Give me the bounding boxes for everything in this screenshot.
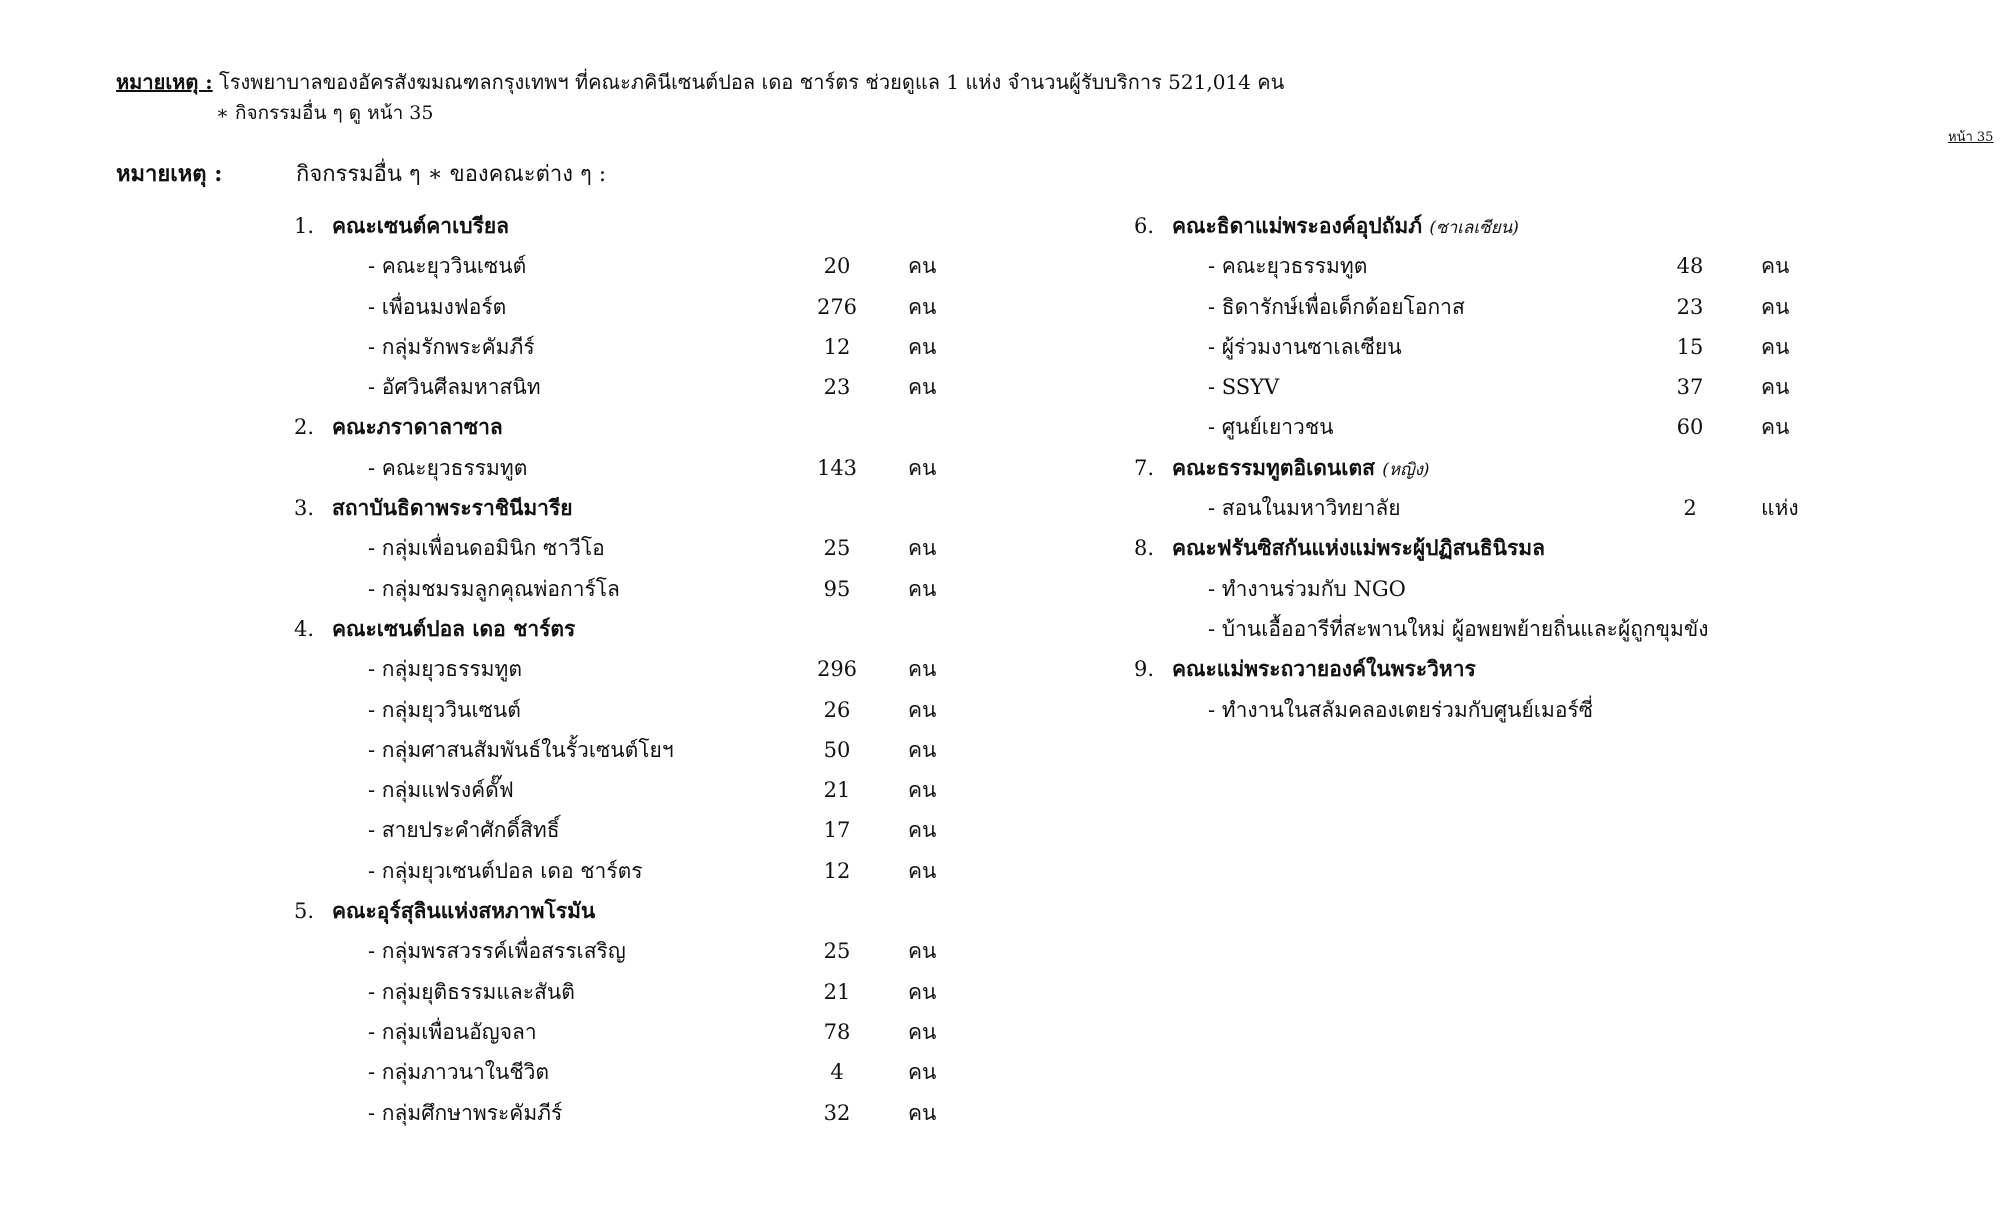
item-name: - กลุ่มเพื่อนอัญจลา (368, 1019, 537, 1044)
item-unit: คน (908, 657, 937, 682)
item-name: - กลุ่มรักพระคัมภีร์ (368, 334, 535, 359)
item-unit: แห่ง (1761, 496, 1799, 521)
item-unit: คน (908, 737, 937, 762)
list-item (1134, 287, 1834, 327)
section-number: 2. (294, 415, 315, 440)
item-count: 95 (823, 576, 851, 601)
section-title-text: คณะธรรมทูตอิเดนเตส (1172, 454, 1375, 480)
list-item (1134, 690, 1834, 730)
item-name: - กลุ่มยุวเซนต์ปอล เดอ ชาร์ตร (368, 858, 643, 883)
list-item (1134, 246, 1834, 286)
right-column (1134, 206, 1834, 730)
section-number: 1. (294, 214, 315, 238)
item-unit: คน (908, 1019, 937, 1044)
section-title-note: (ซาเลเซียน) (1429, 218, 1519, 238)
section-heading (294, 891, 1054, 931)
section-title-text: คณะเซนต์คาเบรียล (332, 213, 510, 238)
list-item (294, 810, 1054, 850)
section-title-text: คณะเซนต์ปอล เดอ ชาร์ตร (332, 615, 576, 641)
item-unit: คน (1761, 254, 1790, 279)
top-note-label: หมายเหตุ : (116, 70, 213, 94)
item-unit: คน (1761, 375, 1790, 400)
item-name: - ทำงานร่วมกับ NGO (1208, 576, 1406, 601)
section-number: 8. (1134, 536, 1155, 561)
list-item (294, 931, 1054, 971)
item-unit: คน (908, 294, 937, 319)
list-item (294, 246, 1054, 286)
item-unit: คน (908, 1100, 937, 1125)
list-item (294, 448, 1054, 488)
top-note-text: โรงพยาบาลของอัครสังฆมณฑลกรุงเทพฯ ที่คณะภคินีเซนต์ปอล เดอ ชาร์ตร ช่วยดูแล 1 แห่ง จำนวนผู้รับบริการ 521,014 คน (219, 70, 1285, 94)
section-title (332, 206, 509, 246)
section-title (1172, 528, 1545, 568)
item-name: - กลุ่มชมรมลูกคุณพ่อการ์โล (368, 576, 620, 601)
section-number: 3. (294, 496, 315, 521)
list-item (294, 367, 1054, 407)
activities-note-label: หมายเหตุ : (116, 161, 223, 187)
item-name: - ทำงานในสลัมคลองเตยร่วมกับศูนย์เมอร์ซี่ (1208, 697, 1593, 722)
list-item (294, 327, 1054, 367)
item-count: 12 (823, 858, 851, 883)
item-count: 4 (830, 1060, 844, 1085)
item-name: - คณะยุวธรรมทูต (368, 455, 528, 480)
item-count: 2 (1683, 496, 1697, 521)
item-name: - กลุ่มยุติธรรมและสันติ (368, 979, 575, 1004)
activities-note-text: กิจกรรมอื่น ๆ ∗ ของคณะต่าง ๆ : (296, 162, 607, 187)
item-count: 15 (1676, 334, 1704, 359)
item-count: 17 (823, 818, 851, 843)
section-title-text: สถาบันธิดาพระราชินีมารีย (332, 495, 573, 521)
list-item (294, 287, 1054, 327)
item-count: 20 (823, 254, 851, 279)
section-title-text: คณะแม่พระถวายองค์ในพระวิหาร (1172, 656, 1476, 682)
item-name: - กลุ่มภาวนาในชีวิต (368, 1060, 550, 1085)
page-number: หน้า 35 (1948, 130, 1994, 145)
section-title (332, 891, 595, 931)
list-item (1134, 327, 1834, 367)
item-name: - กลุ่มพรสวรรค์เพื่อสรรเสริญ (368, 939, 626, 964)
item-count: 25 (823, 536, 851, 561)
item-name: - กลุ่มแฟรงค์ดั๊ฟ (368, 778, 514, 803)
item-count: 12 (823, 334, 851, 359)
item-unit: คน (1761, 294, 1790, 319)
item-count: 21 (823, 778, 851, 803)
section-title (332, 407, 503, 447)
item-name: - กลุ่มยุวธรรมทูต (368, 657, 522, 682)
item-name: - เพื่อนมงฟอร์ต (368, 294, 507, 319)
item-count: 143 (816, 455, 858, 480)
item-name: - กลุ่มเพื่อนดอมินิก ซาวีโอ (368, 536, 605, 561)
section-heading (1134, 448, 1834, 488)
item-name: - กลุ่มยุววินเซนต์ (368, 697, 521, 722)
section-heading (1134, 649, 1834, 689)
list-item (294, 851, 1054, 891)
list-item (294, 649, 1054, 689)
item-count: 37 (1676, 375, 1704, 400)
section-title-text: คณะฟรันซิสกันแห่งแม่พระผู้ปฏิสนธินิรมล (1172, 535, 1545, 561)
top-note-sub: ∗ กิจกรรมอื่น ๆ ดู หน้า 35 (216, 102, 434, 124)
item-count: 276 (816, 294, 858, 319)
list-item (294, 569, 1054, 609)
list-item (294, 730, 1054, 770)
item-count: 78 (823, 1019, 851, 1044)
list-item (294, 1093, 1054, 1133)
item-count: 296 (816, 657, 858, 682)
item-count: 32 (823, 1100, 851, 1125)
section-heading (294, 488, 1054, 528)
section-number: 6. (1134, 214, 1155, 238)
top-note (116, 66, 1284, 98)
section-heading (1134, 528, 1834, 568)
section-heading (294, 407, 1054, 447)
section-title (332, 609, 575, 649)
item-name: - สอนในมหาวิทยาลัย (1208, 496, 1401, 521)
item-unit: คน (908, 254, 937, 279)
section-title (1172, 206, 1519, 248)
item-name: - สายประคำศักดิ์สิทธิ์ (368, 818, 560, 843)
item-unit: คน (908, 576, 937, 601)
item-unit: คน (908, 334, 937, 359)
item-unit: คน (908, 778, 937, 803)
left-column (294, 206, 1054, 1133)
item-unit: คน (908, 697, 937, 722)
item-name: - ผู้ร่วมงานซาเลเซียน (1208, 334, 1402, 359)
item-unit: คน (1761, 334, 1790, 359)
list-item (1134, 367, 1834, 407)
section-number: 5. (294, 899, 315, 924)
item-count: 25 (823, 939, 851, 964)
item-unit: คน (908, 979, 937, 1004)
section-title (1172, 649, 1476, 689)
item-name: - คณะยุวธรรมทูต (1208, 254, 1368, 279)
section-number: 7. (1134, 455, 1155, 480)
item-count: 50 (823, 737, 851, 762)
list-item (1134, 488, 1834, 528)
item-count: 23 (823, 375, 851, 400)
list-item (294, 1012, 1054, 1052)
item-unit: คน (1761, 415, 1790, 440)
section-title-note: (หญิง) (1382, 459, 1430, 480)
item-name: - กลุ่มศาสนสัมพันธ์ในรั้วเซนต์โยฯ (368, 737, 674, 762)
item-unit: คน (908, 858, 937, 883)
list-item (294, 972, 1054, 1012)
section-heading (294, 609, 1054, 649)
section-title-text: คณะธิดาแม่พระองค์อุปถัมภ์ (1172, 213, 1423, 238)
item-name: - ศูนย์เยาวชน (1208, 415, 1334, 440)
section-heading (1134, 206, 1834, 246)
item-count: 48 (1676, 254, 1704, 279)
item-count: 21 (823, 979, 851, 1004)
item-name: - กลุ่มศึกษาพระคัมภีร์ (368, 1100, 563, 1125)
item-unit: คน (908, 375, 937, 400)
item-count: 26 (823, 697, 851, 722)
item-unit: คน (908, 455, 937, 480)
list-item (1134, 407, 1834, 447)
item-unit: คน (908, 939, 937, 964)
section-title-text: คณะอุร์สุลินแห่งสหภาพโรมัน (332, 898, 596, 924)
list-item (294, 528, 1054, 568)
section-title-text: คณะภราดาลาซาล (332, 414, 503, 440)
list-item (294, 770, 1054, 810)
item-unit: คน (908, 1060, 937, 1085)
list-item (1134, 569, 1834, 609)
item-name: - SSYV (1208, 375, 1280, 400)
item-name: - อัศวินศีลมหาสนิท (368, 375, 541, 400)
list-item (294, 690, 1054, 730)
item-unit: คน (908, 818, 937, 843)
list-item (294, 1052, 1054, 1092)
item-count: 60 (1676, 415, 1704, 440)
item-name: - คณะยุววินเซนต์ (368, 254, 527, 279)
item-unit: คน (908, 536, 937, 561)
section-number: 4. (294, 616, 315, 641)
item-name: - บ้านเอื้ออารีที่สะพานใหม่ ผู้อพยพย้ายถิ่นและผู้ถูกขุมขัง (1208, 616, 1709, 641)
section-title (1172, 448, 1430, 490)
item-name: - ธิดารักษ์เพื่อเด็กด้อยโอกาส (1208, 294, 1465, 319)
section-number: 9. (1134, 657, 1155, 682)
section-title (332, 488, 573, 528)
section-heading (294, 206, 1054, 246)
list-item (1134, 609, 1834, 649)
item-count: 23 (1676, 294, 1704, 319)
